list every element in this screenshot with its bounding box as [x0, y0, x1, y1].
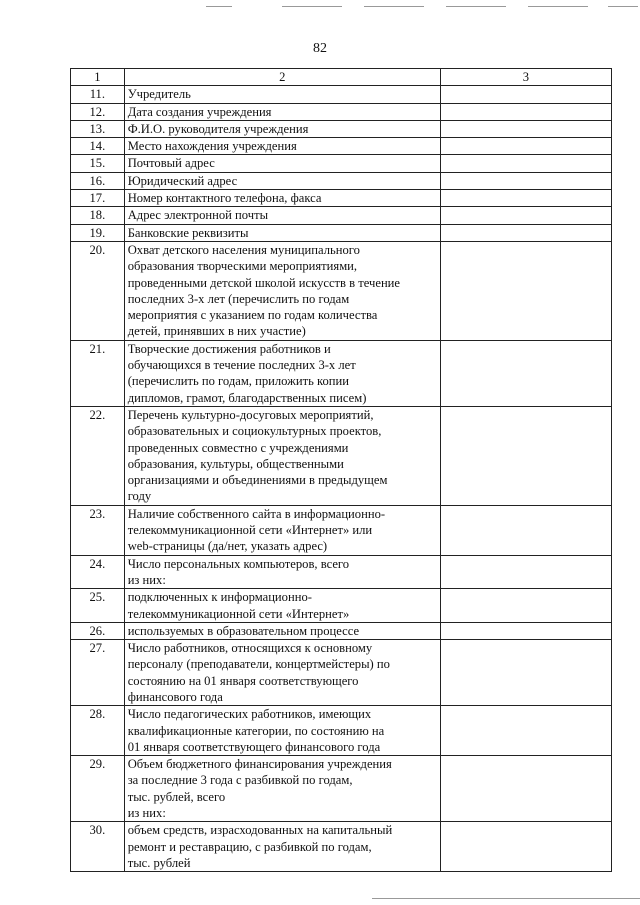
row-value-cell: [440, 589, 611, 623]
description-line: тыс. рублей: [127, 855, 191, 870]
description-line: (перечислить по годам, приложить копии: [127, 374, 349, 389]
description-line: дипломов, грамот, благодарственных писем): [127, 390, 367, 405]
row-number-cell: 24.: [71, 555, 125, 589]
row-value-cell: [440, 138, 611, 155]
description-line: за последние 3 года с разбивкой по годам,: [127, 773, 353, 788]
description-line: подключенных к информационно-: [127, 590, 312, 605]
table-row: [71, 241, 612, 340]
row-number-cell: 15.: [71, 155, 125, 172]
row-value-cell: [440, 822, 611, 872]
row-description-cell: [124, 103, 440, 120]
description-line: из них:: [127, 572, 166, 587]
row-value-cell: [440, 555, 611, 589]
top-scan-rule: [364, 6, 424, 7]
row-description-cell: [124, 224, 440, 241]
description-line: Почтовый адрес: [127, 156, 215, 171]
row-value-cell: [440, 406, 611, 505]
row-number-cell: 17.: [71, 190, 125, 207]
table-row: [71, 138, 612, 155]
description-line: используемых в образовательном процессе: [127, 623, 360, 638]
top-scan-rule: [446, 6, 506, 7]
description-line: Номер контактного телефона, факса: [127, 191, 322, 206]
description-line: web-страницы (да/нет, указать адрес): [127, 539, 328, 554]
row-description-cell: [124, 822, 440, 872]
row-description-cell: [124, 589, 440, 623]
row-number-cell: 20.: [71, 241, 125, 340]
table-row: [71, 190, 612, 207]
description-line: Охват детского населения муниципального: [127, 242, 360, 257]
row-description-cell: [124, 340, 440, 406]
top-scan-rule: [608, 6, 638, 7]
table-row: [71, 406, 612, 505]
row-value-cell: [440, 756, 611, 822]
description-line: Число персональных компьютеров, всего: [127, 556, 350, 571]
form-table-body: [71, 69, 612, 872]
table-row: [71, 172, 612, 189]
table-row: [71, 555, 612, 589]
row-value-cell: [440, 241, 611, 340]
row-description-cell: [124, 756, 440, 822]
description-line: последних 3-х лет (перечислить по годам: [127, 291, 350, 306]
table-row: [71, 622, 612, 639]
row-value-cell: [440, 622, 611, 639]
row-number-cell: 26.: [71, 622, 125, 639]
row-description-cell: [124, 207, 440, 224]
description-line: организациями и объединениями в предыдущем: [127, 473, 388, 488]
row-value-cell: [440, 103, 611, 120]
table-row: [71, 103, 612, 120]
row-number-cell: 12.: [71, 103, 125, 120]
top-scan-rule: [282, 6, 342, 7]
row-value-cell: [440, 224, 611, 241]
form-table: [70, 68, 612, 872]
row-description-cell: [124, 505, 440, 555]
row-value-cell: [440, 120, 611, 137]
row-value-cell: [440, 640, 611, 706]
description-line: детей, принявших в них участие): [127, 324, 306, 339]
row-description-cell: [124, 172, 440, 189]
table-row: [71, 120, 612, 137]
description-line: телекоммуникационной сети «Интернет» или: [127, 523, 373, 538]
row-description-cell: [124, 155, 440, 172]
description-line: ремонт и реставрацию, с разбивкой по годам,: [127, 839, 372, 854]
row-description-cell: [124, 190, 440, 207]
description-line: обучающихся в течение последних 3-х лет: [127, 358, 356, 373]
table-row: [71, 86, 612, 103]
row-description-cell: [124, 555, 440, 589]
table-row: [71, 340, 612, 406]
description-line: образования, культуры, общественными: [127, 456, 344, 471]
row-description-cell: [124, 706, 440, 756]
description-line: образования творческими мероприятиями,: [127, 259, 358, 274]
header-cell-col-3: 3: [440, 69, 611, 86]
description-line: Перечень культурно-досуговых мероприятий,: [127, 407, 374, 422]
top-scan-rule: [528, 6, 588, 7]
description-line: состоянию на 01 января соответствующего: [127, 673, 359, 688]
table-row: [71, 155, 612, 172]
row-description-cell: [124, 406, 440, 505]
row-value-cell: [440, 207, 611, 224]
row-number-cell: 30.: [71, 822, 125, 872]
description-line: Наличие собственного сайта в информационно-: [127, 506, 386, 521]
header-cell-col-2: 2: [124, 69, 440, 86]
row-value-cell: [440, 340, 611, 406]
description-line: из них:: [127, 806, 166, 821]
row-description-cell: [124, 640, 440, 706]
row-value-cell: [440, 155, 611, 172]
description-line: Ф.И.О. руководителя учреждения: [127, 121, 309, 136]
description-line: квалификационные категории, по состоянию на: [127, 723, 385, 738]
table-row: [71, 756, 612, 822]
page-number: 82: [313, 41, 327, 56]
description-line: Юридический адрес: [127, 173, 238, 188]
table-row: [71, 589, 612, 623]
description-line: Дата создания учреждения: [127, 104, 272, 119]
header-cell-col-1: 1: [71, 69, 125, 86]
row-number-cell: 13.: [71, 120, 125, 137]
row-number-cell: 16.: [71, 172, 125, 189]
description-line: проведенных совместно с учреждениями: [127, 440, 349, 455]
row-description-cell: [124, 138, 440, 155]
row-number-cell: 14.: [71, 138, 125, 155]
table-row: [71, 224, 612, 241]
description-line: Число педагогических работников, имеющих: [127, 707, 372, 722]
description-line: 01 января соответствующего финансового года: [127, 739, 381, 754]
table-header-row: [71, 69, 612, 86]
row-description-cell: [124, 622, 440, 639]
table-row: [71, 822, 612, 872]
row-value-cell: [440, 706, 611, 756]
row-description-cell: [124, 120, 440, 137]
description-line: Учредитель: [127, 87, 191, 102]
row-description-cell: [124, 241, 440, 340]
row-value-cell: [440, 172, 611, 189]
description-line: мероприятия с указанием по годам количества: [127, 308, 378, 323]
row-number-cell: 18.: [71, 207, 125, 224]
description-line: проведенными детской школой искусств в течение: [127, 275, 401, 290]
description-line: телекоммуникационной сети «Интернет»: [127, 606, 350, 621]
row-value-cell: [440, 86, 611, 103]
row-number-cell: 29.: [71, 756, 125, 822]
row-value-cell: [440, 190, 611, 207]
description-line: Творческие достижения работников и: [127, 341, 331, 356]
row-number-cell: 23.: [71, 505, 125, 555]
description-line: Число работников, относящихся к основному: [127, 641, 373, 656]
description-line: Место нахождения учреждения: [127, 139, 297, 154]
description-line: Объем бюджетного финансирования учреждения: [127, 757, 392, 772]
description-line: финансового года: [127, 689, 223, 704]
row-description-cell: [124, 86, 440, 103]
description-line: году: [127, 489, 152, 504]
top-scan-rule: [206, 6, 232, 7]
description-line: персоналу (преподаватели, концертмейстеры) по: [127, 657, 390, 672]
row-value-cell: [440, 505, 611, 555]
table-row: [71, 706, 612, 756]
description-line: образовательных и социокультурных проектов,: [127, 424, 382, 439]
description-line: Банковские реквизиты: [127, 225, 249, 240]
row-number-cell: 27.: [71, 640, 125, 706]
description-line: объем средств, израсходованных на капитальный: [127, 823, 393, 838]
table-row: [71, 640, 612, 706]
description-line: тыс. рублей, всего: [127, 789, 226, 804]
row-number-cell: 21.: [71, 340, 125, 406]
table-row: [71, 207, 612, 224]
row-number-cell: 11.: [71, 86, 125, 103]
row-number-cell: 19.: [71, 224, 125, 241]
row-number-cell: 28.: [71, 706, 125, 756]
row-number-cell: 22.: [71, 406, 125, 505]
bottom-scan-rule: [372, 898, 640, 899]
row-number-cell: 25.: [71, 589, 125, 623]
table-row: [71, 505, 612, 555]
description-line: Адрес электронной почты: [127, 208, 269, 223]
